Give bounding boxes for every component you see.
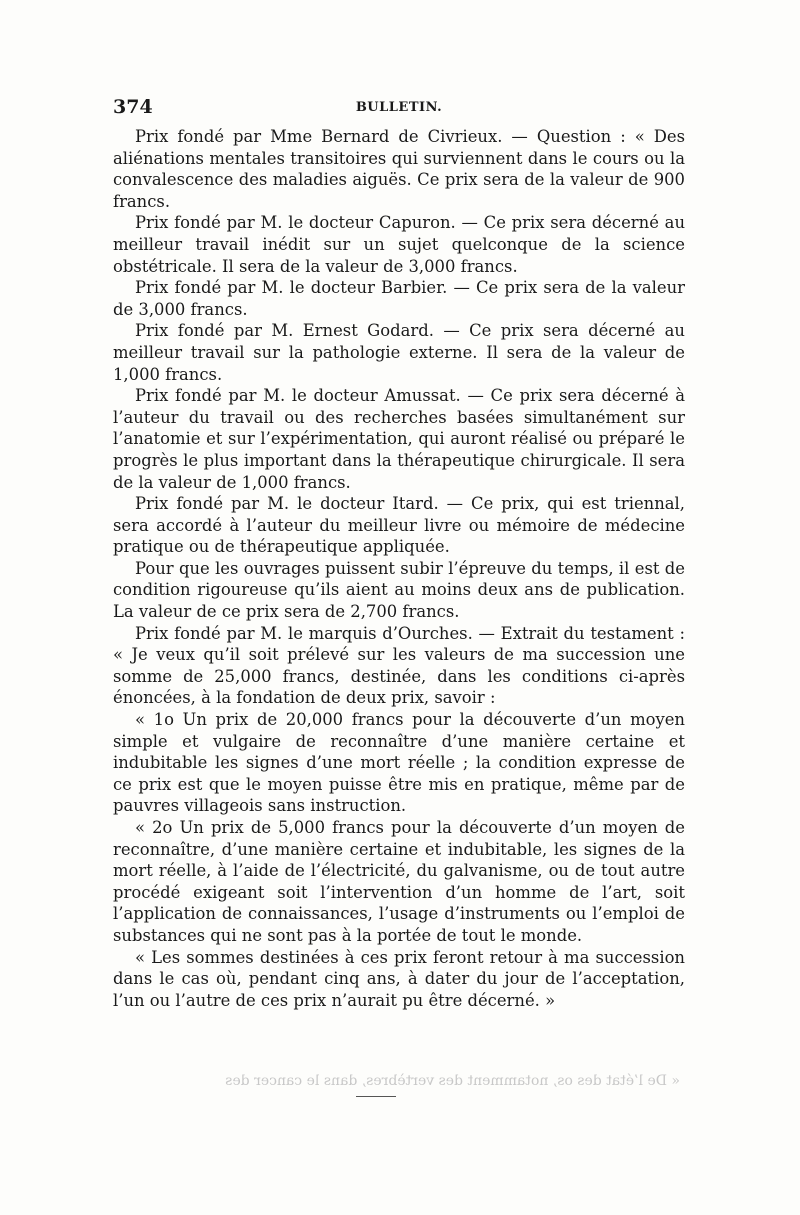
paragraph-ourches-second-prize: « 2o Un prix de 5,000 francs pour la découverte d’un moyen de reconnaître, d’une manière certaine et indubitable, les signes de la mort réelle, à l’aide de l’électricité, du galvanisme, ou de tout autre procédé exigeant soit l’intervention d’un homme de l’art, soit l’application de connaissances, l’usage d’instruments ou l’emploi de substances qui ne sont pas à la portée de tout le monde. [113,818,685,945]
paragraph-prix-barbier: Prix fondé par M. le docteur Barbier. — Ce prix sera de la valeur de 3,000 francs. [113,278,685,319]
paragraph-prix-ourches: Prix fondé par M. le marquis d’Ourches. — Extrait du testament : « Je veux qu’il soit prélevé sur les valeurs de ma succession une somme de 25,000 francs, destinée, dans les conditions ci-après énoncées, à la fondation de deux prix, savoir : [113,623,685,708]
paragraph-prix-capuron: Prix fondé par M. le docteur Capuron. — Ce prix sera décerné au meilleur travail inédit sur un sujet quelconque de la science obstétricale. Il sera de la valeur de 3,000 francs. [113,213,685,276]
running-head: BULLETIN. [355,100,443,115]
bleed-through-text: « De l’état des os, notamment des vertèbres, dans le cancer des [225,1073,680,1089]
paragraph-prix-godard: Prix fondé par M. Ernest Godard. — Ce prix sera décerné au meilleur travail sur la pathologie externe. Il sera de la valeur de 1,000 francs. [113,321,685,384]
paragraph-prix-amussat: Prix fondé par M. le docteur Amussat. — Ce prix sera décerné à l’auteur du travail ou des recherches basées simultanément sur l’anatomie et sur l’expérimentation, qui auront réalisé ou préparé le progrès le plus important dans la thérapeutique chirurgicale. Il sera de la valeur de 1,000 francs. [113,386,685,492]
paragraph-itard-condition: Pour que les ouvrages puissent subir l’épreuve du temps, il est de condition rigoureuse qu’ils aient au moins deux ans de publication. La valeur de ce prix sera de 2,700 francs. [113,558,685,622]
footer-rule [356,1096,396,1097]
paragraph-prix-itard: Prix fondé par M. le docteur Itard. — Ce prix, qui est triennal, sera accordé à l’auteur du meilleur livre ou mémoire de médecine pratique ou de thérapeutique appliquée. [113,494,685,557]
paragraph-ourches-first-prize: « 1o Un prix de 20,000 francs pour la découverte d’un moyen simple et vulgaire de reconnaître d’une manière certaine et indubitable les signes d’une mort réelle ; la condition expresse de ce prix est que le moyen puisse être mis en pratique, même par de pauvres villageois sans instruction. [113,710,685,816]
body-text [113,126,685,1011]
paragraph-prix-bernard-de-civrieux: Prix fondé par Mme Bernard de Civrieux. — Question : « Des aliénations mentales transitoires qui surviennent dans le cours ou la convalescence des maladies aiguës. Ce prix sera de la valeur de 900 francs. [113,127,685,211]
paragraph-ourches-return-clause: « Les sommes destinées à ces prix feront retour à ma succession dans le cas où, pendant cinq ans, à dater du jour de l’acceptation, l’un ou l’autre de ces prix n’aurait pu être décerné. » [113,947,685,1010]
page-header [113,96,685,122]
page-number: 374 [113,96,153,118]
